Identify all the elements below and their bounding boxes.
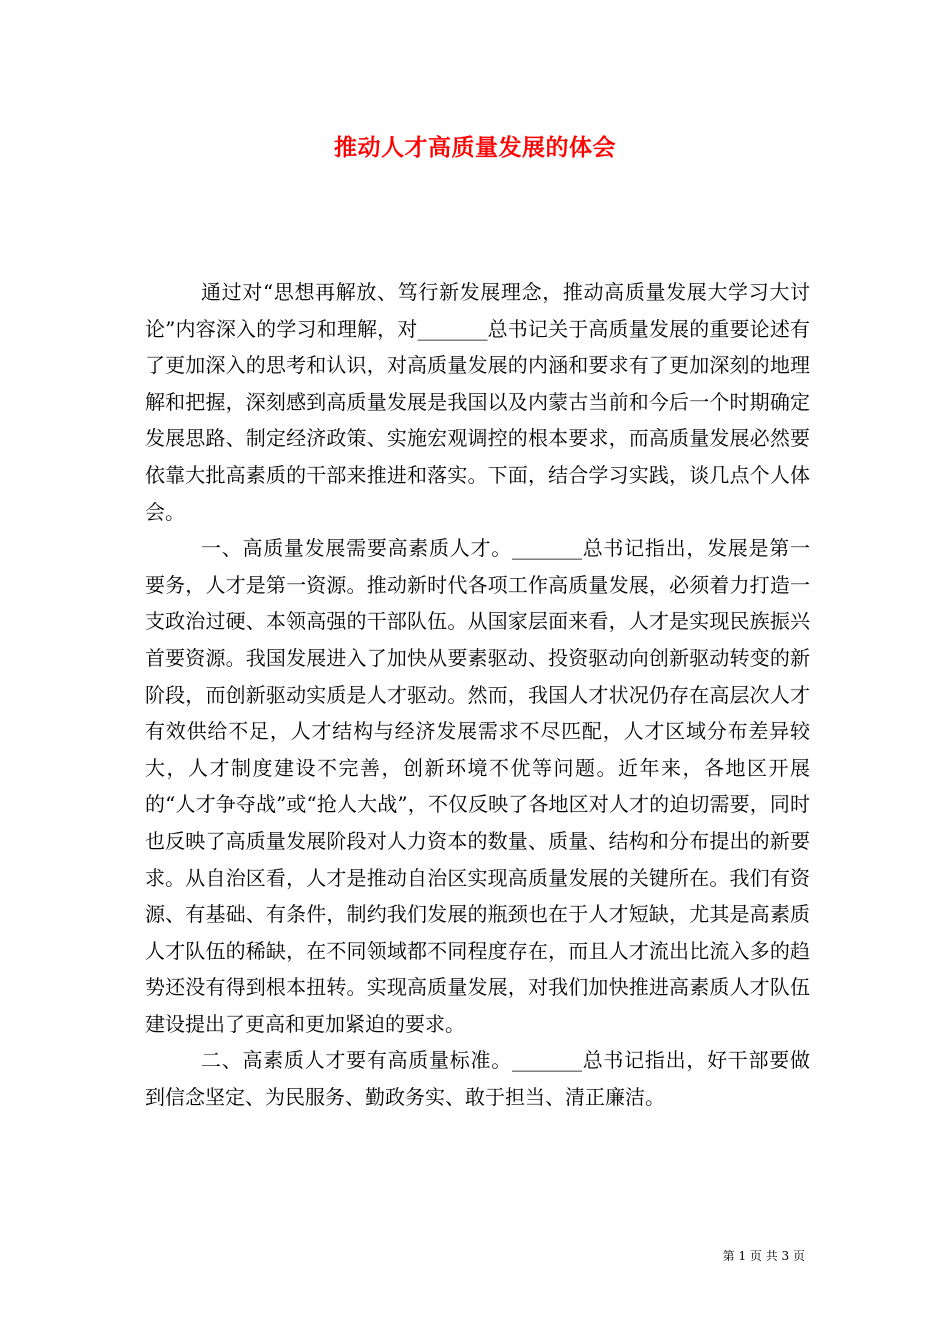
paragraph-section-one: 一、高质量发展需要高素质人才。_______总书记指出，发展是第一要务，人才是第一资源。推动新时代各项工作高质量发展，必须着力打造一支政治过硬、本领高强的干部队伍。从国家层面来看，人才是实现民族振兴首要资源。我国发展进入了加快从要素驱动、投资驱动向创新驱动转变的新阶段，而创新驱动实质是人才驱动。然而，我国人才状况仍存在高层次人才有效供给不足，人才结构与经济发展需求不尽匹配，人才区域分布差异较大，人才制度建设不完善，创新环境不优等问题。近年来，各地区开展的“人才争夺战”或“抢人大战”，不仅反映了各地区对人才的迫切需要，同时也反映了高质量发展阶段对人力资本的数量、质量、结构和分布提出的新要求。从自治区看，人才是推动自治区实现高质量发展的关键所在。我们有资源、有基础、有条件，制约我们发展的瓶颈也在于人才短缺，尤其是高素质人才队伍的稀缺，在不同领域都不同程度存在，而且人才流出比流入多的趋势还没有得到根本扭转。实现高质量发展，对我们加快推进高素质人才队伍建设提出了更高和更加紧迫的要求。 [145,536,810,1036]
document-title: 推动人才高质量发展的体会 [334,134,616,161]
paragraph-intro: 通过对“思想再解放、笃行新发展理念，推动高质量发展大学习大讨论”内容深入的学习和理解，对_______总书记关于高质量发展的重要论述有了更加深入的思考和认识，对高质量发展的内涵和要求有了更加深刻的地理解和把握，深刻感到高质量发展是我国以及内蒙古当前和今后一个时期确定发展思路、制定经济政策、实施宏观调控的根本要求，而高质量发展必然要依靠大批高素质的干部来推进和落实。下面，结合学习实践，谈几点个人体会。 [145,280,810,524]
page-number: 第 1 页 共 3 页 [722,1249,805,1263]
paragraph-section-two: 二、高素质人才要有高质量标准。_______总书记指出，好干部要做到信念坚定、为民服务、勤政务实、敢于担当、清正廉洁。 [145,1048,810,1110]
document-body [145,274,810,1116]
